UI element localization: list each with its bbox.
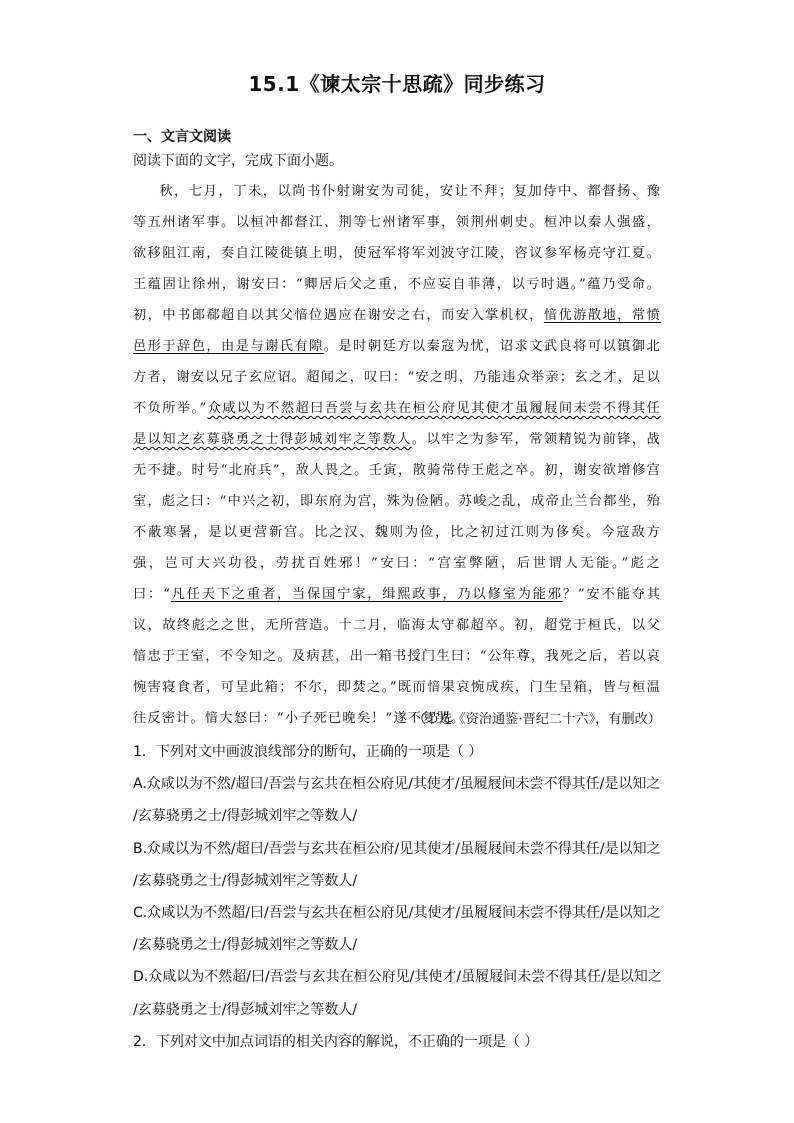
page-title: 15.1《谏太宗十思疏》同步练习 [248,72,546,96]
question-1-option-a-cont: /玄募骁勇之士/得彭城刘牢之等数人/ [133,808,358,825]
wavy-underlined-sentence: 众咸以为不然超曰吾尝与玄共在桓公府见其使才虽履屐间未尝不得其任是以知之玄募骁勇之士得彭城刘牢之等数人 [133,401,662,447]
question-1-option-c-cont: /玄募骁勇之士/得彭城刘牢之等数人/ [133,937,358,954]
question-1-option-c: C.众咸以为不然超/曰/吾尝与玄共在桓公府见/其使才/虽履屐间未尝不得其任/是以知之 [133,905,661,922]
reading-instruction: 阅读下面的文字，完成下面小题。 [133,153,343,169]
question-1-option-b-cont: /玄募骁勇之士/得彭城刘牢之等数人/ [133,872,358,889]
section-heading: 一、文言文阅读 [133,129,231,145]
classical-passage [133,176,661,734]
passage-text-part-1: 秋，七月，丁未，以尚书仆射谢安为司徒，安让不拜；复加侍中、都督扬、豫等五州诸军事。以桓冲都督江、荆等七州诸军事，领荆州刺史。桓冲以秦人强盛，欲移阻江南，奏自江陵徙镇上明，使冠军将军刘波守江陵，咨议参军杨亮守江夏。王蕴固让徐州，谢安曰：“卿居后父之重，不应妄自菲薄，以亏时遇。”蕴乃受命。初，中书郎郗超自以其父愔位遇应在谢安之右，而安入掌机权， [133,184,661,323]
question-1-option-d-cont: /玄募骁勇之士/得彭城刘牢之等数人/ [133,1001,358,1018]
passage-text-part-3: 。以牢之为参军，常领精锐为前锋，战无不捷。时号“北府兵”，敌人畏之。壬寅，散骑常侍王彪之卒。初，谢安欲增修宫室，彪之曰：“中兴之初，即东府为宫，殊为俭陋。苏峻之乱，成帝止兰台都坐，殆不蔽寒暑，是以更营新宫。比之汉、魏则为俭，比之初过江则为侈矣。今寇敌方强，岂可大兴功役，劳扰百姓邪！”安曰：“宫室弊陋，后世谓人无能。”彪之曰：“ [133,432,661,602]
questions-section [133,736,663,1058]
underlined-sentence-2: 凡任天下之重者，当保国宁家，缉熙政事，乃以修室为能邪 [171,587,563,602]
passage-text-part-4: ？”安不能夺其议，故终彪之之世，无所营造。十二月，临海太守郗超卒。初，超党于桓氏，以父愔忠于王室，不令知之。及病甚，出一箱书授门生曰：“公年尊，我死之后，若以哀惋害寝食者，可呈此箱；不尔，即焚之。”既而愔果哀惋成疾，门生呈箱，皆与桓温往反密计。愔大怒曰：“小子死已晚矣！”遂不复哭。 [133,587,661,726]
question-2-stem: 2．下列对文中加点词语的相关内容的解说，不正确的一项是（ ） [133,1033,539,1050]
passage-text-part-2: 。是时朝廷方以秦寇为忧，诏求文武良将可以镇御北方者，谢安以兄子玄应诏。超闻之，叹曰：“安之明，乃能违众举亲；玄之才，足以不负所举。” [133,339,661,416]
question-1-option-b: B.众咸以为不然/超曰/吾尝与玄共在桓公府/见其使才/虽履屐间未尝不得其任/是以知之 [133,840,661,857]
underlined-sentence-1: 愔优游散地，常愤邑形于辞色，由是与谢氏有隙 [133,308,661,354]
passage-source: （节选《资治通鉴·晋纪二十六》，有删改） [412,712,661,727]
question-1-option-d: D.众咸以为不然超/曰/吾尝与玄共在桓公府见/其使才/虽履屐间未尝不得其任/是以知之 [133,969,662,986]
question-1-stem: 1．下列对文中画波浪线部分的断句，正确的一项是（ ） [133,744,483,760]
question-1-option-a: A.众咸以为不然/超曰/吾尝与玄共在桓公府见/其使才/虽履屐间未尝不得其任/是以知之 [133,776,661,793]
passage-paragraph [133,176,661,734]
